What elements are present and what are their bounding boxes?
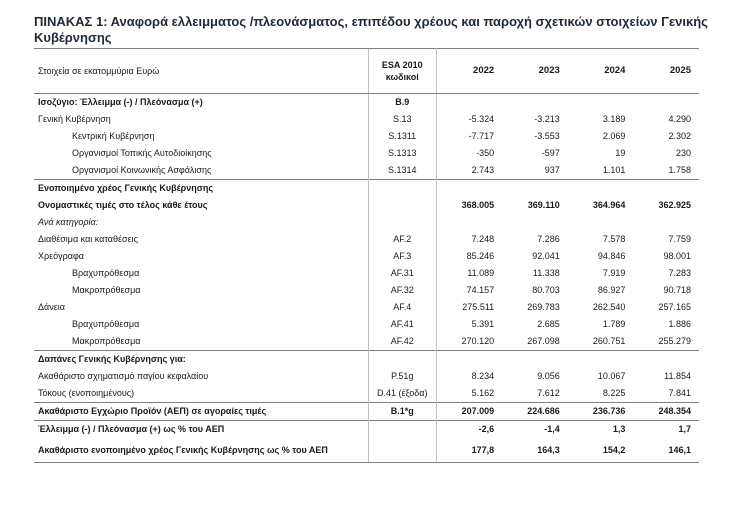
row-desc: Δαπάνες Γενικής Κυβέρνησης για: (34, 351, 368, 369)
row-value (633, 180, 699, 198)
table-row (34, 180, 699, 198)
row-value: 3.189 (602, 114, 626, 124)
row-value: 362.925 (658, 200, 691, 210)
row-value: 9.056 (537, 371, 560, 381)
row-value: 230 (675, 148, 691, 158)
table-row (34, 403, 699, 421)
table-row (34, 214, 699, 231)
table-row (34, 351, 699, 369)
row-value: 7.283 (668, 268, 691, 278)
row-value: 7.578 (602, 234, 626, 244)
row-value (436, 180, 502, 198)
row-value: 5.391 (471, 319, 495, 329)
row-value (633, 351, 699, 369)
table-row (34, 282, 699, 299)
row-value: 19 (615, 148, 626, 158)
table-row (34, 333, 699, 351)
row-desc: Ανά κατηγορία: (38, 217, 99, 227)
row-value: 7.919 (602, 268, 626, 278)
row-value: 98.001 (663, 251, 691, 261)
row-value: 270.120 (461, 336, 495, 346)
row-value (633, 214, 699, 231)
row-value: 262.540 (592, 302, 626, 312)
row-desc: Βραχυπρόθεσμα (72, 319, 140, 329)
row-value (568, 351, 634, 369)
row-value: 255.279 (658, 336, 691, 346)
row-code: B.9 (368, 94, 436, 112)
row-value: 8.234 (471, 371, 495, 381)
row-code: AF.32 (368, 282, 436, 299)
row-value: 11.854 (664, 371, 691, 381)
table-row (34, 197, 699, 214)
row-value: 1,7 (633, 421, 699, 439)
row-value: 368.005 (461, 200, 495, 210)
row-value: 11.338 (532, 268, 560, 278)
row-value: 1.758 (668, 165, 691, 175)
header-code-line1: ESA 2010 (381, 60, 423, 70)
row-value (502, 94, 568, 112)
header-year: 2023 (502, 49, 568, 94)
header-row (34, 49, 699, 94)
table-row (34, 316, 699, 333)
row-desc: Οργανισμοί Κοινωνικής Ασφάλισης (72, 165, 212, 175)
row-value: 7.248 (471, 234, 495, 244)
row-code: AF.4 (368, 299, 436, 316)
row-code: P.51g (368, 368, 436, 385)
table-row (34, 438, 699, 463)
row-value: -350 (476, 148, 495, 158)
row-value: 10.067 (597, 371, 626, 381)
header-desc: Στοιχεία σε εκατομμύρια Ευρώ (34, 49, 368, 94)
row-desc: Ενοποιημένο χρέος Γενικής Κυβέρνησης (34, 180, 368, 198)
row-value (436, 94, 502, 112)
row-desc: Διαθέσιμα και καταθέσεις (38, 234, 138, 244)
row-code: B.1*g (368, 403, 436, 421)
row-code: AF.3 (368, 248, 436, 265)
row-code (368, 351, 436, 369)
row-code: AF.42 (368, 333, 436, 351)
row-desc: Ακαθάριστο σχηματισμό παγίου κεφαλαίου (38, 371, 209, 381)
table-row (34, 162, 699, 180)
row-code: AF.31 (368, 265, 436, 282)
row-value: -597 (541, 148, 560, 158)
row-value: 154,2 (568, 438, 634, 463)
row-value (502, 214, 568, 231)
row-code: S.1314 (368, 162, 436, 180)
row-desc: Ονομαστικές τιμές στο τέλος κάθε έτους (38, 200, 208, 210)
row-desc: Μακροπρόθεσμα (72, 285, 141, 295)
row-value: 94.846 (597, 251, 626, 261)
row-value: 1.789 (602, 319, 626, 329)
row-desc: Μακροπρόθεσμα (72, 336, 141, 346)
row-desc: Έλλειμμα (-) / Πλεόνασμα (+) ως % του ΑΕΠ (34, 421, 368, 439)
table-row (34, 111, 699, 128)
row-value: 2.743 (471, 165, 495, 175)
row-code: AF.41 (368, 316, 436, 333)
row-code: S.1313 (368, 145, 436, 162)
row-value: -7.717 (468, 131, 495, 141)
row-value: 90.718 (663, 285, 691, 295)
table-row (34, 94, 699, 112)
row-value: 85.246 (466, 251, 495, 261)
row-value: 364.964 (592, 200, 626, 210)
row-value: 2.302 (668, 131, 691, 141)
row-value: 7.612 (537, 388, 560, 398)
row-value: 267.098 (527, 336, 560, 346)
table-row (34, 299, 699, 316)
row-code (368, 421, 436, 439)
row-value (568, 94, 634, 112)
row-value: 8.225 (602, 388, 626, 398)
row-code: AF.2 (368, 231, 436, 248)
row-value: 207.009 (436, 403, 502, 421)
row-value: 7.841 (668, 388, 691, 398)
row-code: S.13 (368, 111, 436, 128)
row-value: 269.783 (527, 302, 560, 312)
header-year: 2022 (436, 49, 502, 94)
row-value: 224.686 (502, 403, 568, 421)
fiscal-table (34, 48, 699, 463)
row-value: 4.290 (668, 114, 691, 124)
row-value: 92.041 (532, 251, 560, 261)
row-code (368, 197, 436, 214)
row-desc: Ισοζύγιο: Έλλειμμα (-) / Πλεόνασμα (+) (38, 97, 203, 107)
row-value: 74.157 (466, 285, 495, 295)
row-value: 11.089 (467, 268, 495, 278)
row-value: -3.553 (534, 131, 560, 141)
row-value: 1,3 (568, 421, 634, 439)
table-row (34, 421, 699, 439)
row-value (633, 94, 699, 112)
row-value: 2.069 (602, 131, 626, 141)
table-row (34, 368, 699, 385)
row-value: -2,6 (436, 421, 502, 439)
table-row (34, 145, 699, 162)
table-row (34, 385, 699, 403)
row-value: 257.165 (658, 302, 691, 312)
row-code (368, 214, 436, 231)
row-value: 248.354 (633, 403, 699, 421)
row-desc: Οργανισμοί Τοπικής Αυτοδιοίκησης (72, 148, 212, 158)
row-desc: Βραχυπρόθεσμα (72, 268, 140, 278)
table-row (34, 265, 699, 282)
row-value: -5.324 (468, 114, 495, 124)
row-value (568, 180, 634, 198)
row-value: 1.886 (668, 319, 691, 329)
row-desc: Χρεόγραφα (38, 251, 85, 261)
header-code-line2: κωδικοί (385, 72, 419, 82)
row-value: -3.213 (534, 114, 560, 124)
row-value: 86.927 (597, 285, 626, 295)
row-desc: Τόκους (ενοποιημένους) (38, 388, 135, 398)
row-code: D.41 (έξοδα) (368, 385, 436, 403)
row-value: 80.703 (532, 285, 560, 295)
row-desc: Κεντρική Κυβέρνηση (72, 131, 155, 141)
row-desc: Ακαθάριστο Εγχώριο Προϊόν (ΑΕΠ) σε αγοραίες τιμές (34, 403, 368, 421)
row-value: 146,1 (633, 438, 699, 463)
row-value (436, 351, 502, 369)
row-value: 5.162 (471, 388, 495, 398)
row-value (502, 351, 568, 369)
header-year: 2024 (568, 49, 634, 94)
row-value: 275.511 (462, 302, 495, 312)
row-value: 1.101 (602, 165, 626, 175)
row-desc: Γενική Κυβέρνηση (38, 114, 111, 124)
table-row (34, 248, 699, 265)
row-value: -1,4 (502, 421, 568, 439)
row-code (368, 180, 436, 198)
row-value: 7.286 (537, 234, 560, 244)
header-code (368, 49, 436, 94)
row-code (368, 438, 436, 463)
header-year: 2025 (633, 49, 699, 94)
row-value (568, 214, 634, 231)
row-value (436, 214, 502, 231)
row-value: 937 (544, 165, 560, 175)
table-row (34, 128, 699, 145)
table-row (34, 231, 699, 248)
row-value: 7.759 (668, 234, 691, 244)
row-desc: Ακαθάριστο ενοποιημένο χρέος Γενικής Κυβέρνησης ως % του ΑΕΠ (34, 438, 368, 463)
row-desc: Δάνεια (38, 302, 65, 312)
row-value: 2.685 (537, 319, 560, 329)
row-value: 164,3 (502, 438, 568, 463)
row-value: 260.751 (592, 336, 626, 346)
row-value: 177,8 (436, 438, 502, 463)
table-title: ΠΙΝΑΚΑΣ 1: Αναφορά ελλειμματος /πλεονάσματος, επιπέδου χρέους και παροχή σχετικών στοιχείων Γενικής Κυβέρνησης (34, 14, 708, 45)
row-value: 369.110 (527, 200, 560, 210)
row-value (502, 180, 568, 198)
row-value: 236.736 (568, 403, 634, 421)
row-code: S.1311 (368, 128, 436, 145)
